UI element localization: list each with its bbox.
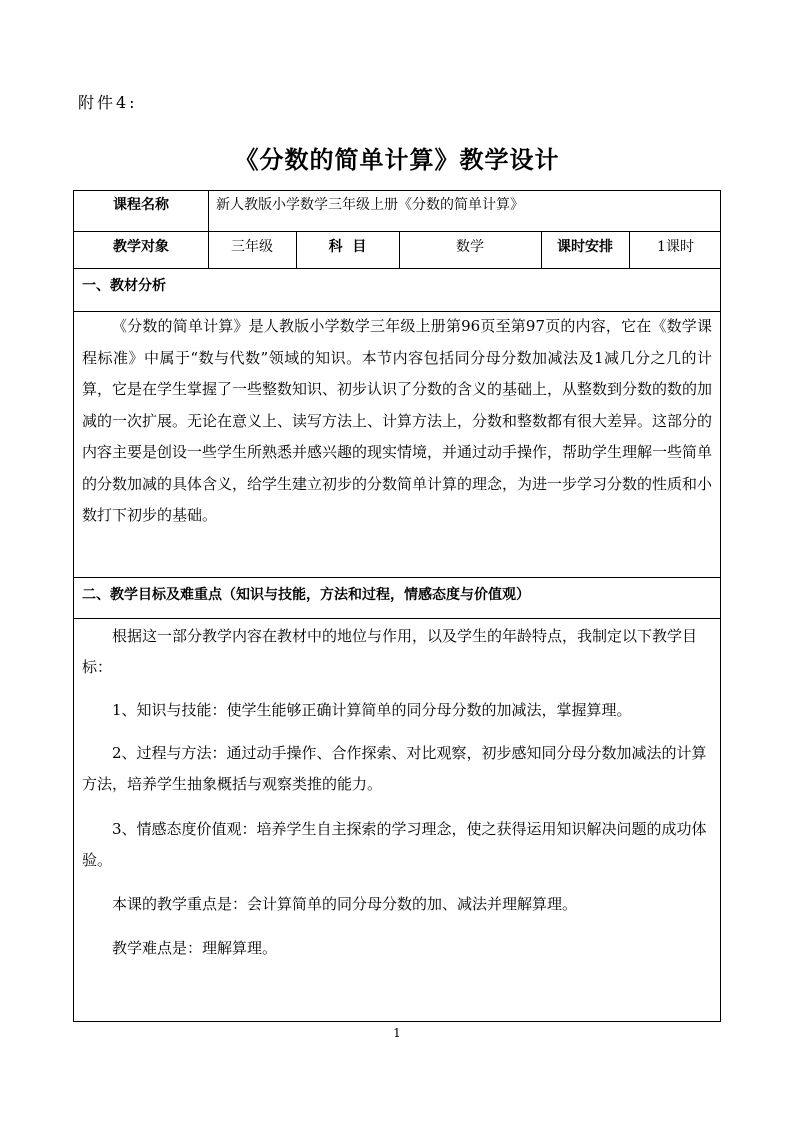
materials-analysis-paragraph: 《分数的简单计算》是人教版小学数学三年级上册第96页至第97页的内容，它在《数学课程标准》中属于“数与代数”领域的知识。本节内容包括同分母分数加减法及1减几分之几的计算，它是在学生掌握了一些整数知识、初步认识了分数的含义的基础上，从整数到分数的数的加减的一次扩展。无论在意义上、读写方法上、计算方法上，分数和整数都有很大差异。这部分的内容主要是创设一些学生所熟悉并感兴趣的现实情境，并通过动手操作，帮助学生理解一些简单的分数加减的具体含义，给学生建立初步的分数简单计算的理念，为进一步学习分数的性质和小数打下初步的基础。 (82, 317, 713, 524)
target-label: 教学对象 (113, 239, 169, 255)
section-heading-materials: 一、教材分析 (82, 278, 166, 294)
schedule-label: 课时安排 (557, 239, 613, 255)
goal-knowledge-skills: 1、知识与技能：使学生能够正确计算简单的同分母分数的加减法，掌握算理。 (112, 701, 632, 719)
document-title: 《分数的简单计算》教学设计 (234, 145, 560, 174)
course-name-value: 新人教版小学数学三年级上册《分数的简单计算》 (216, 197, 524, 213)
difficulty-point: 教学难点是：理解算理。 (112, 939, 278, 957)
objectives-intro: 根据这一部分教学内容在教材中的地位与作用，以及学生的年龄特点，我制定以下教学目标： (82, 627, 698, 676)
row-divider (74, 268, 720, 269)
target-value: 三年级 (231, 239, 273, 255)
goal-emotions-values: 3、情感态度价值观：培养学生自主探索的学习理念，使之获得运用知识解决问题的成功体验。 (82, 820, 707, 869)
subject-label: 科 目 (328, 239, 367, 255)
section-heading-objectives: 二、教学目标及难重点（知识与技能，方法和过程，情感态度与价值观） (82, 587, 530, 603)
attachment-label: 附件4: (78, 93, 138, 112)
page-number: 1 (393, 1026, 401, 1040)
row-divider (74, 577, 720, 578)
course-name-label: 课程名称 (113, 197, 169, 213)
lesson-plan-table (73, 190, 721, 1022)
schedule-value: 1课时 (657, 239, 694, 255)
subject-value: 数学 (456, 239, 484, 255)
goal-process-methods: 2、过程与方法：通过动手操作、合作探索、对比观察，初步感知同分母分数加减法的计算方法，培养学生抽象概括与观察类推的能力。 (82, 744, 707, 793)
row-divider (74, 618, 720, 619)
key-point: 本课的教学重点是：会计算简单的同分母分数的加、减法并理解算理。 (112, 895, 578, 913)
